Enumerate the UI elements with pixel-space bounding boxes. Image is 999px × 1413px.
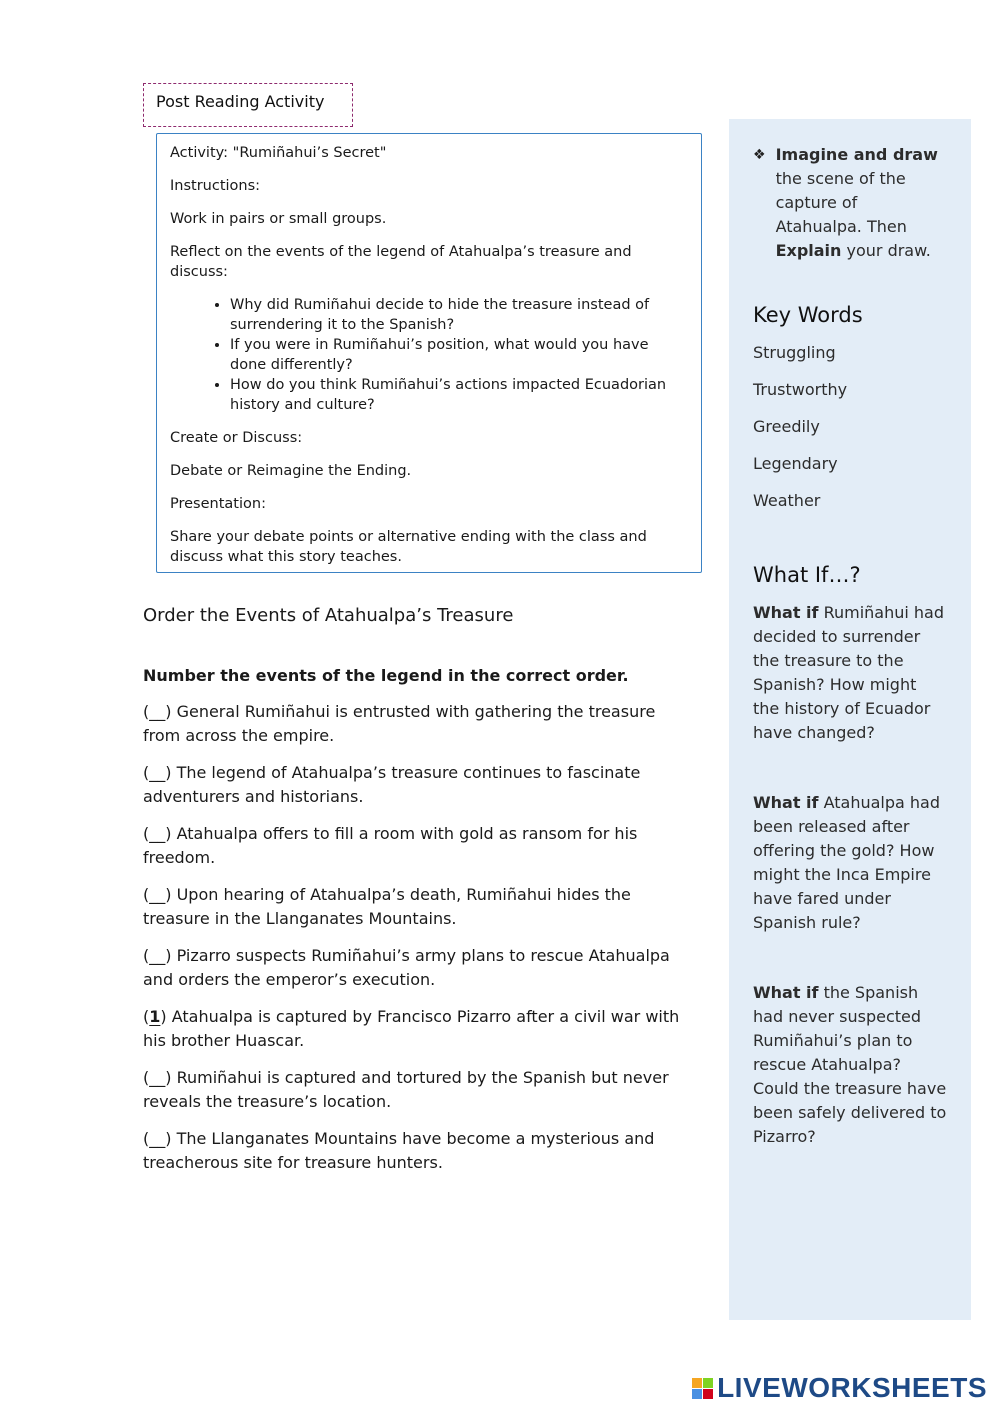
question-item: • Why did Rumiñahui decide to hide the treasure instead of surrendering it to the Spanish?	[230, 295, 688, 335]
order-blank-input[interactable]: __	[149, 763, 166, 782]
order-events-section	[143, 604, 683, 1188]
create-label: Create or Discuss:	[170, 430, 303, 446]
what-if-lead: What if	[753, 603, 819, 622]
order-blank-input[interactable]: __	[149, 702, 166, 721]
order-blank-input[interactable]: __	[149, 885, 166, 904]
event-text: Atahualpa is captured by Francisco Pizarro after a civil war with his brother Huascar.	[143, 1007, 680, 1050]
what-if-text: the Spanish had never suspected Rumiñahui’s plan to rescue Atahualpa? Could the treasure have been safely delivered to Pizarro?	[753, 983, 947, 1146]
order-instruction: Number the events of the legend in the correct order.	[143, 666, 629, 685]
key-words-title: Key Words	[753, 303, 863, 327]
order-blank-input[interactable]: __	[149, 946, 166, 965]
reflect-text: Reflect on the events of the legend of Atahualpa’s treasure and discuss:	[170, 244, 632, 280]
event-text: Atahualpa offers to fill a room with gold as ransom for his freedom.	[143, 824, 638, 867]
question-item: • How do you think Rumiñahui’s actions impacted Ecuadorian history and culture?	[230, 375, 688, 415]
diamond-bullet-icon: ❖	[753, 147, 766, 163]
debate-text: Debate or Reimagine the Ending.	[170, 463, 412, 479]
presentation-label: Presentation:	[170, 496, 266, 512]
what-if-text: Rumiñahui had decided to surrender the treasure to the Spanish? How might the history of Ecuador have changed?	[753, 603, 945, 742]
order-blank-input[interactable]: __	[149, 1068, 166, 1087]
activity-box	[156, 133, 702, 573]
event-text: General Rumiñahui is entrusted with gathering the treasure from across the empire.	[143, 702, 656, 745]
activity-title: Activity: "Rumiñahui’s Secret"	[170, 145, 387, 161]
what-if-text: Atahualpa had been released after offering the gold? How might the Inca Empire have fared under Spanish rule?	[753, 793, 941, 932]
instructions-label: Instructions:	[170, 178, 261, 194]
order-blank-input[interactable]: 1	[149, 1007, 161, 1026]
key-words-list	[753, 341, 947, 513]
event-item: (__) The legend of Atahualpa’s treasure continues to fascinate adventurers and historians.	[143, 763, 641, 806]
sidebar	[729, 119, 971, 1320]
event-item: (__) Atahualpa offers to fill a room with gold as ransom for his freedom.	[143, 824, 638, 867]
draw-text-2: your draw.	[841, 241, 931, 260]
event-text: The Llanganates Mountains have become a mysterious and treacherous site for treasure hunters.	[143, 1129, 655, 1172]
what-if-lead: What if	[753, 983, 819, 1002]
event-item: (1) Atahualpa is captured by Francisco Pizarro after a civil war with his brother Huascar.	[143, 1007, 680, 1050]
key-word: Greedily	[753, 417, 820, 436]
event-text: Upon hearing of Atahualpa’s death, Rumiñahui hides the treasure in the Llanganates Mountains.	[143, 885, 631, 928]
event-text: The legend of Atahualpa’s treasure continues to fascinate adventurers and historians.	[143, 763, 641, 806]
what-if-item	[753, 791, 947, 935]
event-text: Rumiñahui is captured and tortured by the Spanish but never reveals the treasure’s location.	[143, 1068, 669, 1111]
event-list	[143, 700, 683, 1175]
key-word: Weather	[753, 491, 821, 510]
order-blank-input[interactable]: __	[149, 1129, 166, 1148]
what-if-title: What If…?	[753, 563, 861, 587]
what-if-lead: What if	[753, 793, 819, 812]
event-text: Pizarro suspects Rumiñahui’s army plans to rescue Atahualpa and orders the emperor’s execution.	[143, 946, 670, 989]
pairs-text: Work in pairs or small groups.	[170, 211, 387, 227]
what-if-item	[753, 601, 947, 745]
question-list	[170, 295, 688, 415]
post-reading-label: Post Reading Activity	[156, 92, 325, 111]
post-reading-tag	[143, 83, 353, 127]
event-item: (__) Upon hearing of Atahualpa’s death, Rumiñahui hides the treasure in the Llanganates Mountains.	[143, 885, 631, 928]
event-item: (__) Rumiñahui is captured and tortured by the Spanish but never reveals the treasure’s location.	[143, 1068, 669, 1111]
event-item: (__) General Rumiñahui is entrusted with gathering the treasure from across the empire.	[143, 702, 656, 745]
event-item: (__) The Llanganates Mountains have become a mysterious and treacherous site for treasure hunters.	[143, 1129, 655, 1172]
key-word: Legendary	[753, 454, 838, 473]
draw-text-1: the scene of the capture of Atahualpa. Then	[775, 169, 907, 236]
event-item: (__) Pizarro suspects Rumiñahui’s army plans to rescue Atahualpa and orders the emperor’s execution.	[143, 946, 670, 989]
draw-task	[753, 143, 947, 263]
order-title: Order the Events of Atahualpa’s Treasure	[143, 605, 514, 626]
share-text: Share your debate points or alternative ending with the class and discuss what this story teaches.	[170, 529, 647, 565]
what-if-item	[753, 981, 947, 1149]
draw-bold-2: Explain	[775, 241, 842, 260]
liveworksheets-logo[interactable]	[692, 1372, 987, 1404]
question-item: • If you were in Rumiñahui’s position, what would you have done differently?	[230, 335, 688, 375]
order-blank-input[interactable]: __	[149, 824, 166, 843]
logo-text: LIVEWORKSHEETS	[717, 1372, 987, 1403]
logo-mark-icon	[692, 1378, 713, 1399]
draw-bold-1: Imagine and draw	[775, 145, 938, 164]
key-word: Struggling	[753, 343, 836, 362]
draw-task-text	[776, 143, 947, 263]
key-word: Trustworthy	[753, 380, 848, 399]
